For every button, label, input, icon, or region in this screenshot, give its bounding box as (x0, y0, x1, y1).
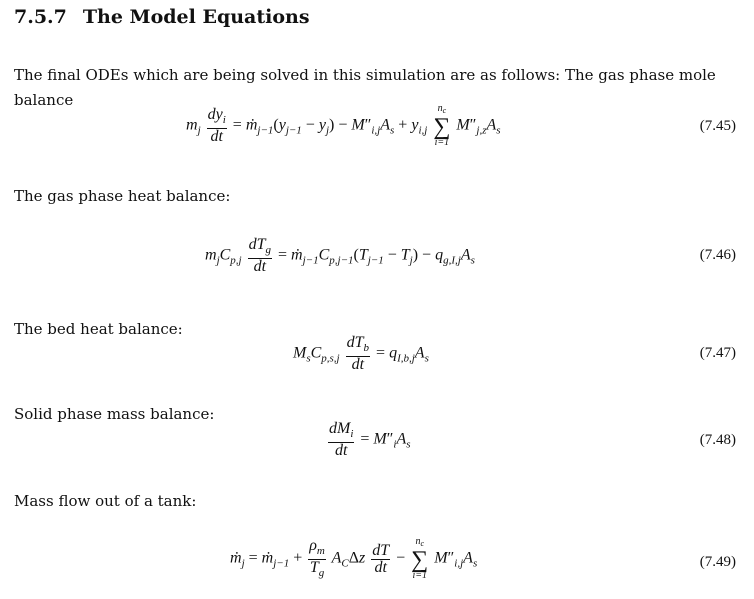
equation-number-7-47: (7.47) (699, 345, 736, 361)
gas-heat-label: The gas phase heat balance: (14, 187, 231, 205)
equation-number-7-46: (7.46) (699, 247, 736, 263)
equation-number-7-45: (7.45) (699, 118, 736, 134)
bed-heat-label: The bed heat balance: (14, 320, 183, 338)
intro-line-2: balance (14, 91, 74, 109)
equation-number-7-48: (7.48) (699, 432, 736, 448)
equation-7-45: $m_j$ $\frac{dy_i}{dt}$ = $ṁ_{j-1}(y_{j-1} - y_j) - M''_{i,j}A_s + y_{i,j}$ $n_c$ ∑ i=1 $M''_{j,z}A_s$ (186, 103, 501, 148)
equation-7-47: $M_sC_{p,s,j}$ $\frac{dT_b}{dt}$ = $q_{I,b,j}A_s$ (293, 334, 429, 373)
equation-7-49: ṁ$_j$ = ṁ$_{j-1}$ + $\frac{\rho_m}{T_g}$ $A_C\Delta z$ $\frac{dT}{dt}$ − $n_c$ ∑ i=1 $M''_{i,j}A_s$ (230, 536, 478, 581)
mass-flow-label: Mass flow out of a tank: (14, 492, 197, 510)
section-heading (14, 6, 310, 28)
equation-number-7-49: (7.49) (699, 554, 736, 570)
equation-7-46: $m_jC_{p,j}$ $\frac{dT_g}{dt}$ = $ṁ_{j-1}C_{p,j-1}(T_{j-1} - T_j) - q_{g,I,j}A_s$ (205, 236, 475, 275)
section-title: The Model Equations (82, 6, 310, 28)
solid-mass-label: Solid phase mass balance: (14, 405, 215, 423)
intro-line-1: The final ODEs which are being solved in this simulation are as follows: The gas phase mole (14, 66, 716, 84)
equation-7-48: $\frac{dM_i}{dt}$ = $M''_iA_s$ (329, 420, 411, 459)
section-number: 7.5.7 (14, 6, 67, 28)
